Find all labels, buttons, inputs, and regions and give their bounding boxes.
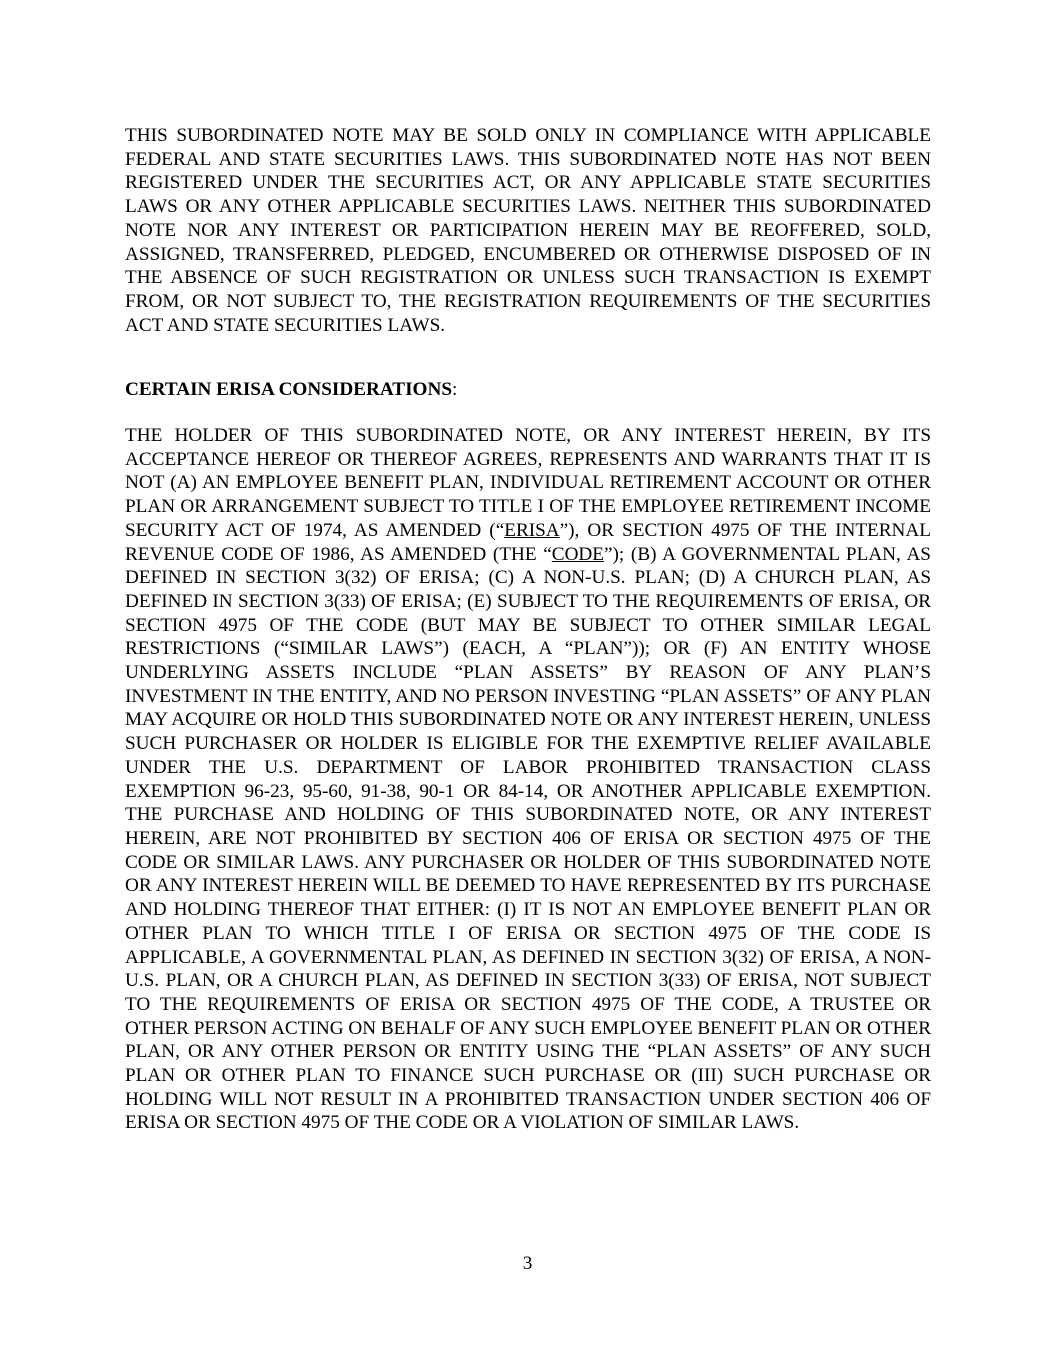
erisa-paragraph-part-2: ”), OR SECTION 4975 OF THE INTERNAL REVENUE CODE OF 1986, AS AMENDED (THE “ (125, 519, 931, 565)
erisa-heading-colon: : (452, 379, 458, 401)
erisa-paragraph-part-1: THE HOLDER OF THIS SUBORDINATED NOTE, OR ANY INTEREST HEREIN, BY ITS ACCEPTANCE HEREOF OR THEREOF AGREES, REPRESENTS AND WARRANTS THAT IT IS NOT (A) AN EMPLOYEE BENEFIT PLAN, INDIVIDUAL RETIREMENT ACCOUNT OR OTHER PLAN OR ARRANGEMENT SUBJECT TO TITLE I OF THE EMPLOYEE RETIREMENT INCOME SECURITY ACT OF 1974, AS AMENDED (“ (125, 425, 931, 541)
erisa-considerations-paragraph (125, 424, 931, 1135)
defined-term-erisa: ERISA (504, 519, 560, 541)
erisa-heading (125, 378, 931, 402)
erisa-paragraph-part-3: ”); (B) A GOVERNMENTAL PLAN, AS DEFINED IN SECTION 3(32) OF ERISA; (C) A NON-U.S. PLAN; (D) A CHURCH PLAN, AS DEFINED IN SECTION 3(33) OF ERISA; (E) SUBJECT TO THE REQUIREMENTS OF ERISA, OR SECTION 4975 OF THE CODE (BUT MAY BE SUBJECT TO OTHER SIMILAR LEGAL RESTRICTIONS (“SIMILAR LAWS”) (EACH, A “PLAN”)); OR (F) AN ENTITY WHOSE UNDERLYING ASSETS INCLUDE “PLAN ASSETS” BY REASON OF ANY PLAN’S INVESTMENT IN THE ENTITY, AND NO PERSON INVESTING “PLAN ASSETS” OF ANY PLAN MAY ACQUIRE OR HOLD THIS SUBORDINATED NOTE OR ANY INTEREST HEREIN, UNLESS SUCH PURCHASER OR HOLDER IS ELIGIBLE FOR THE EXEMPTIVE RELIEF AVAILABLE UNDER THE U.S. DEPARTMENT OF LABOR PROHIBITED TRANSACTION CLASS EXEMPTION 96-23, 95-60, 91-38, 90-1 OR 84-14, OR ANOTHER APPLICABLE EXEMPTION. THE PURCHASE AND HOLDING OF THIS SUBORDINATED NOTE, OR ANY INTEREST HEREIN, ARE NOT PROHIBITED BY SECTION 406 OF ERISA OR SECTION 4975 OF THE CODE OR SIMILAR LAWS. ANY PURCHASER OR HOLDER OF THIS SUBORDINATED NOTE OR ANY INTEREST HEREIN WILL BE DEEMED TO HAVE REPRESENTED BY ITS PURCHASE AND HOLDING THEREOF THAT EITHER: (I) IT IS NOT AN EMPLOYEE BENEFIT PLAN OR OTHER PLAN TO WHICH TITLE I OF ERISA OR SECTION 4975 OF THE CODE IS APPLICABLE, A GOVERNMENTAL PLAN, AS DEFINED IN SECTION 3(32) OF ERISA, A NON-U.S. PLAN, OR A CHURCH PLAN, AS DEFINED IN SECTION 3(33) OF ERISA, NOT SUBJECT TO THE REQUIREMENTS OF ERISA OR SECTION 4975 OF THE CODE, A TRUSTEE OR OTHER PERSON ACTING ON BEHALF OF ANY SUCH EMPLOYEE BENEFIT PLAN OR OTHER PLAN, OR ANY OTHER PERSON OR ENTITY USING THE “PLAN ASSETS” OF ANY SUCH PLAN OR OTHER PLAN TO FINANCE SUCH PURCHASE OR (III) SUCH PURCHASE OR HOLDING WILL NOT RESULT IN A PROHIBITED TRANSACTION UNDER SECTION 406 OF ERISA OR SECTION 4975 OF THE CODE OR A VIOLATION OF SIMILAR LAWS. (125, 543, 931, 1134)
document-page (125, 124, 931, 1135)
defined-term-code: CODE (551, 543, 605, 565)
erisa-heading-text: CERTAIN ERISA CONSIDERATIONS (125, 379, 453, 401)
page-number: 3 (522, 1253, 533, 1274)
securities-restriction-paragraph: THIS SUBORDINATED NOTE MAY BE SOLD ONLY IN COMPLIANCE WITH APPLICABLE FEDERAL AND STATE SECURITIES LAWS. THIS SUBORDINATED NOTE HAS NOT BEEN REGISTERED UNDER THE SECURITIES ACT, OR ANY APPLICABLE STATE SECURITIES LAWS OR ANY OTHER APPLICABLE SECURITIES LAWS. NEITHER THIS SUBORDINATED NOTE NOR ANY INTEREST OR PARTICIPATION HEREIN MAY BE REOFFERED, SOLD, ASSIGNED, TRANSFERRED, PLEDGED, ENCUMBERED OR OTHERWISE DISPOSED OF IN THE ABSENCE OF SUCH REGISTRATION OR UNLESS SUCH TRANSACTION IS EXEMPT FROM, OR NOT SUBJECT TO, THE REGISTRATION REQUIREMENTS OF THE SECURITIES ACT AND STATE SECURITIES LAWS. (125, 125, 931, 336)
